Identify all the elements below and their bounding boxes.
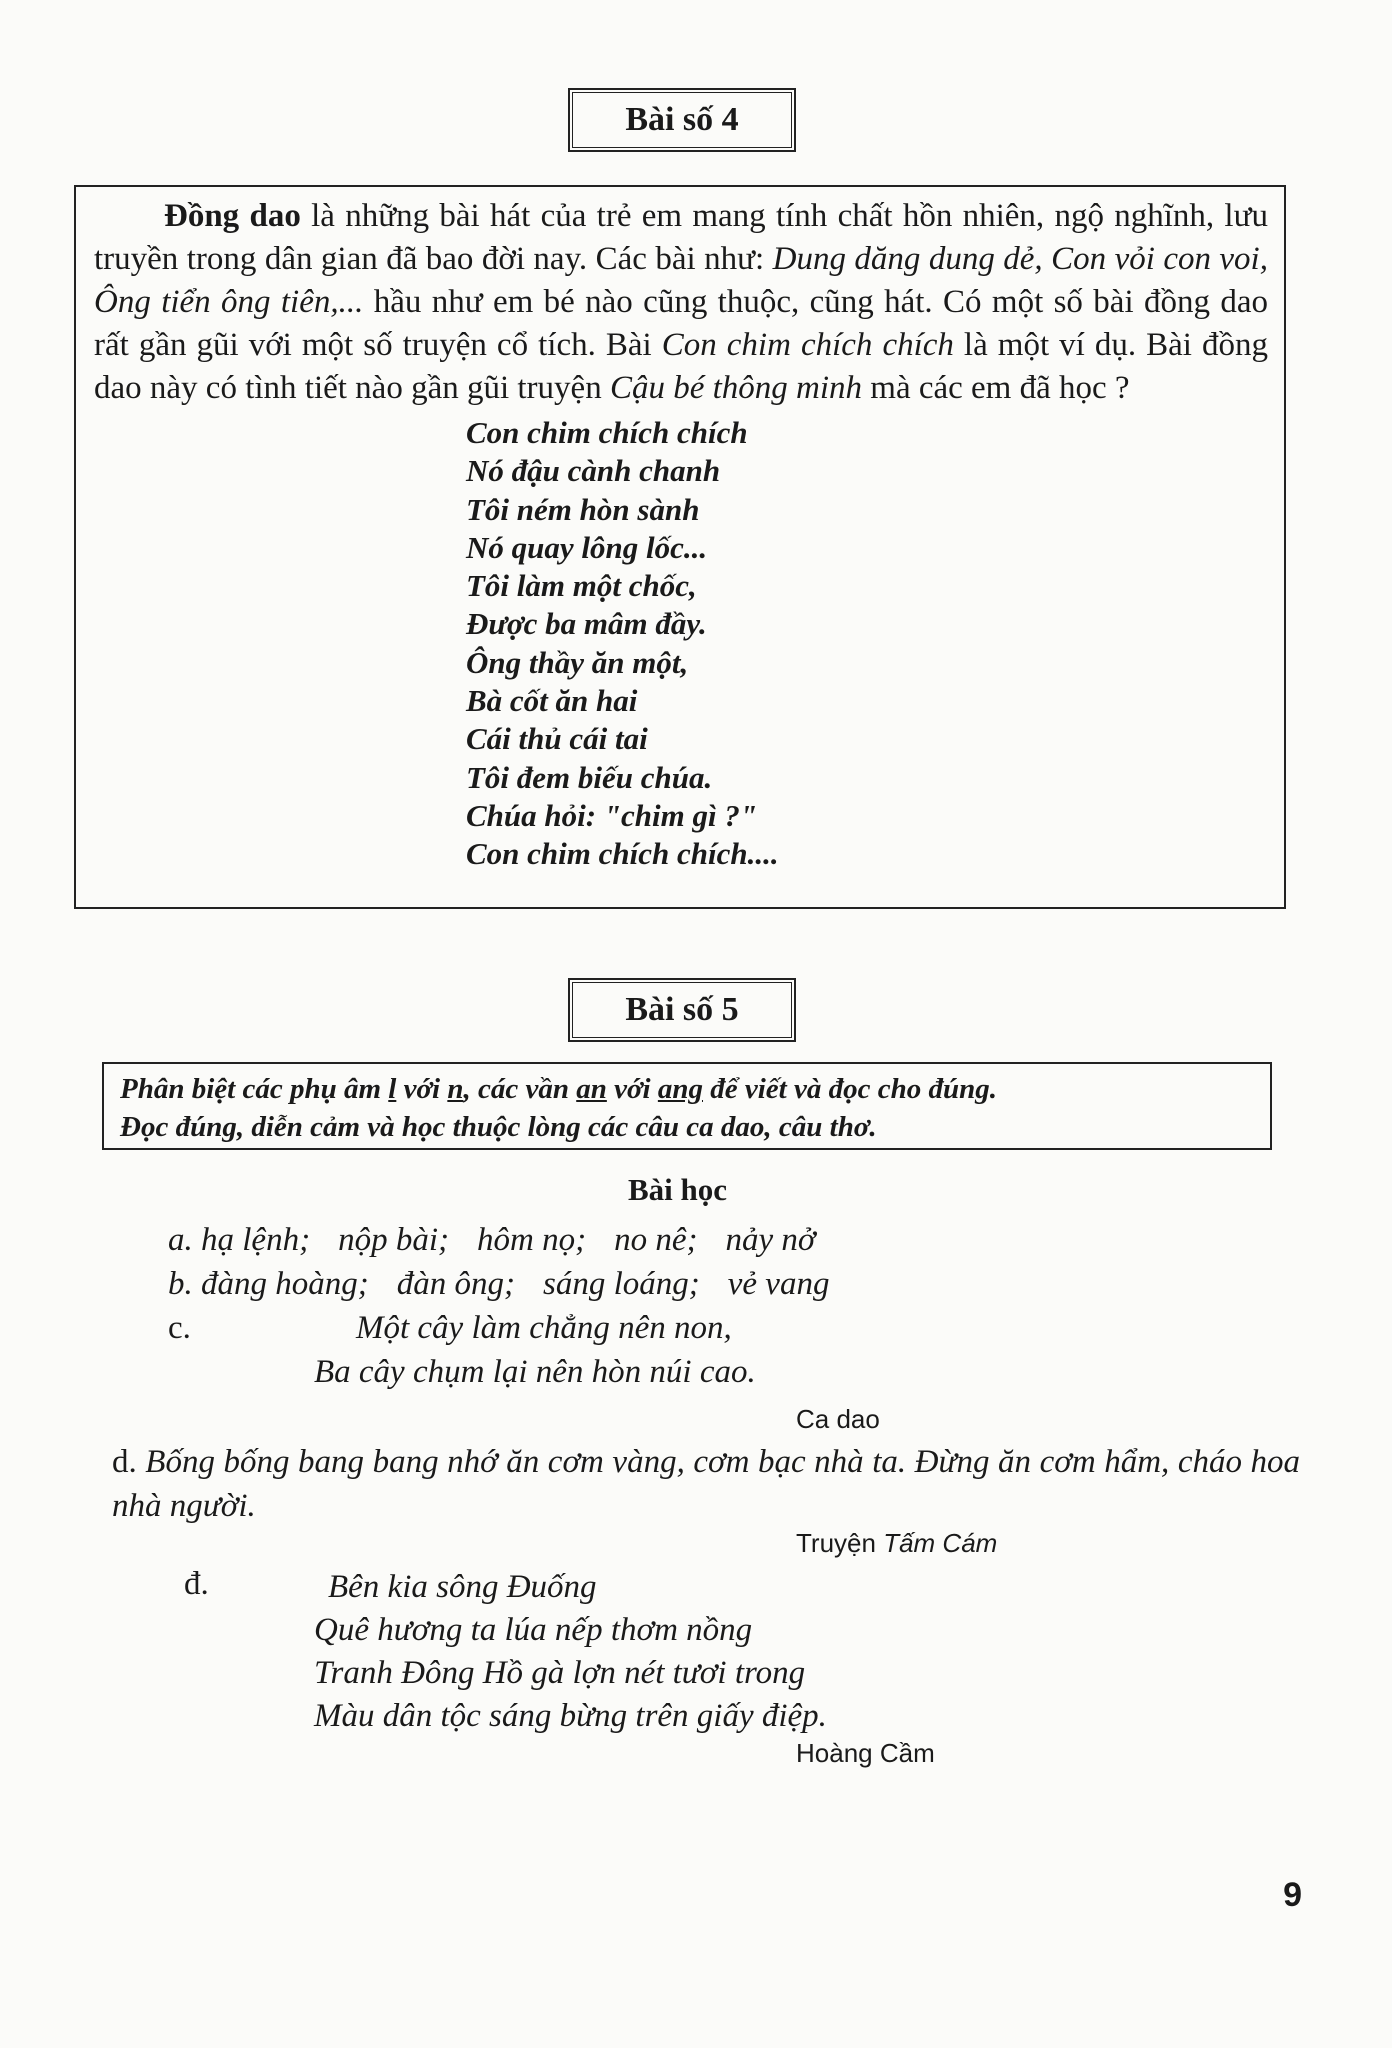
poem-line: Nó quay lông lốc... (466, 529, 708, 565)
lesson-row-c-label: c. (168, 1310, 191, 1346)
lesson-title: Bài học (628, 1172, 728, 1207)
section4-intro: Đồng dao là những bài hát của trẻ em mang tính chất hồn nhiên, ngộ nghĩnh, lưu truyền trong dân gian đã bao đời nay. Các bài như: Dung dăng dung dẻ, Con vỏi con voi, Ông tiển ông tiên,... hầu như em bé nào cũng thuộc, cũng hát. Có một số bài đồng dao rất gần gũi với một số truyện cổ tích. Bài Con chim chích chích là một ví dụ. Bài đồng dao này có tình tiết nào gần gũi truyện Cậu bé thông minh mà các em đã học ? (94, 198, 1268, 406)
poem-line: Nó đậu cành chanh (466, 453, 721, 489)
lesson-row-b: b. đàng hoàng; đàn ông; sáng loáng; vẻ vang (168, 1266, 830, 1302)
source-hoang-cam: Hoàng Cầm (796, 1738, 935, 1768)
poem-line: Tôi ném hòn sành (466, 491, 700, 527)
lesson-row-d: d. Bống bống bang bang nhớ ăn cơm vàng, cơm bạc nhà ta. Đừng ăn cơm hẩm, cháo hoa nhà người. (112, 1444, 1301, 1524)
poem-line: Tôi làm một chốc, (466, 568, 697, 604)
lesson-row-c-line2: Ba cây chụm lại nên hòn núi cao. (314, 1354, 756, 1390)
lesson-row-dd-poem (314, 1566, 827, 1738)
source-ca-dao: Ca dao (796, 1404, 880, 1434)
poem-line: Chúa hỏi: "chim gì ?" (466, 797, 758, 833)
poem-line: Màu dân tộc sáng bừng trên giấy điệp. (314, 1698, 827, 1734)
poem-line: Quê hương ta lúa nếp thơm nồng (314, 1612, 753, 1648)
section5-objective-box (102, 1062, 1272, 1150)
source-tam-cam: Truyện Tấm Cám (796, 1528, 998, 1558)
poem-line: Con chim chích chích (466, 415, 748, 450)
objective-line-2: Đọc đúng, diễn cảm và học thuộc lòng các câu ca dao, câu thơ. (120, 1111, 877, 1143)
lesson-row-dd-label: đ. (184, 1566, 209, 1602)
section4-poem (466, 414, 1268, 874)
section4-box (74, 185, 1286, 909)
lesson-row-c-line1: Một cây làm chẳng nên non, (356, 1310, 732, 1346)
page-number: 9 (1283, 1876, 1302, 1914)
poem-line: Bà cốt ăn hai (466, 683, 638, 719)
poem-line: Tranh Đông Hồ gà lợn nét tươi trong (314, 1655, 806, 1691)
objective-line-1: Phân biệt các phụ âm l với n, các vần an với ang để viết và đọc cho đúng. (120, 1073, 997, 1105)
poem-line: Cái thủ cái tai (466, 721, 648, 757)
poem-line: Tôi đem biếu chúa. (466, 759, 713, 795)
poem-line: Con chim chích chích.... (466, 836, 779, 872)
poem-line: Được ba mâm đầy. (466, 606, 707, 642)
poem-line: Bên kia sông Đuống (328, 1569, 597, 1605)
lesson-row-a: a. hạ lệnh; nộp bài; hôm nọ; no nê; nảy nở (168, 1222, 816, 1258)
poem-line: Ông thầy ăn một, (466, 644, 689, 680)
section5-heading: Bài số 5 (568, 978, 796, 1042)
section4-heading: Bài số 4 (568, 88, 796, 152)
